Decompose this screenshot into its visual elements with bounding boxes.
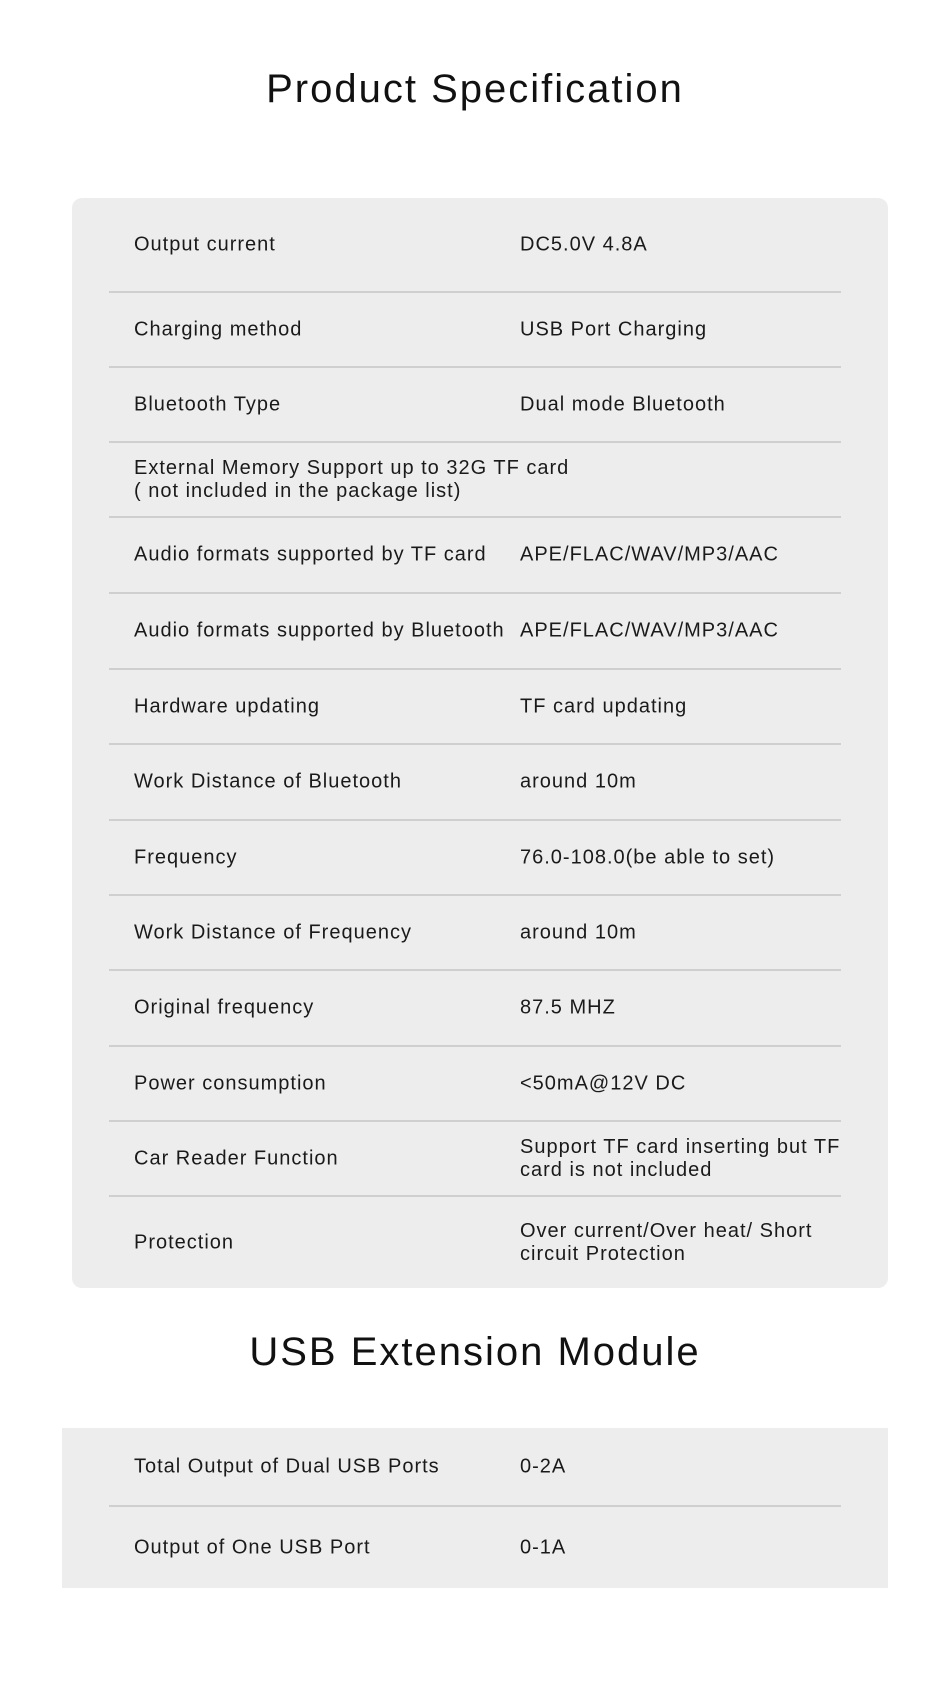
spec-value: APE/FLAC/WAV/MP3/AAC — [520, 543, 779, 566]
spec-row-audio-tf — [109, 518, 841, 594]
spec-row-power-consumption — [109, 1047, 841, 1122]
spec-row-protection — [109, 1197, 841, 1288]
spec-value: DC5.0V 4.8A — [520, 233, 648, 255]
spec-label: External Memory Support up to 32G TF card ( not included in the package list) — [134, 456, 570, 502]
usb-value: 0-1A — [520, 1536, 567, 1558]
usb-row-single-output — [109, 1507, 841, 1588]
spec-row-charging-method — [109, 293, 841, 368]
usb-row-total-output — [109, 1428, 841, 1507]
spec-value: <50mA@12V DC — [520, 1072, 687, 1094]
spec-value: TF card updating — [520, 695, 688, 717]
spec-value: 76.0-108.0(be able to set) — [520, 846, 776, 868]
spec-row-bluetooth-type — [109, 368, 841, 443]
spec-value: Over current/Over heat/ Short circuit Protection — [520, 1219, 813, 1265]
spec-value: Support TF card inserting but TF card is not included — [520, 1135, 841, 1181]
spec-label: Car Reader Function — [134, 1147, 339, 1169]
spec-value: around 10m — [520, 921, 637, 943]
spec-label: Output current — [134, 233, 276, 255]
spec-label: Bluetooth Type — [134, 393, 282, 415]
spec-row-external-memory — [109, 443, 841, 518]
spec-row-hardware-updating — [109, 670, 841, 745]
usb-value: 0-2A — [520, 1455, 567, 1477]
spec-row-output-current — [109, 198, 841, 293]
spec-label: Protection — [134, 1231, 235, 1253]
spec-value: 87.5 MHZ — [520, 996, 616, 1019]
spec-label: Charging method — [134, 318, 303, 340]
usb-label: Output of One USB Port — [134, 1536, 371, 1558]
spec-label: Hardware updating — [134, 695, 320, 717]
spec-value: around 10m — [520, 770, 637, 793]
spec-table — [72, 198, 888, 1288]
spec-row-audio-bluetooth — [109, 594, 841, 670]
spec-label: Power consumption — [134, 1072, 327, 1094]
spec-label: Frequency — [134, 846, 238, 868]
spec-row-original-frequency — [109, 971, 841, 1047]
spec-row-frequency — [109, 821, 841, 896]
spec-section-title: Product Specification — [266, 67, 684, 111]
usb-section-title: USB Extension Module — [249, 1330, 701, 1374]
spec-label: Audio formats supported by TF card — [134, 543, 487, 566]
spec-row-car-reader — [109, 1122, 841, 1197]
spec-label: Original frequency — [134, 996, 315, 1019]
spec-value: APE/FLAC/WAV/MP3/AAC — [520, 619, 779, 642]
spec-row-work-distance-frequency — [109, 896, 841, 971]
usb-table — [62, 1428, 888, 1588]
usb-label: Total Output of Dual USB Ports — [134, 1455, 440, 1477]
spec-row-work-distance-bluetooth — [109, 745, 841, 821]
spec-value: Dual mode Bluetooth — [520, 393, 726, 415]
spec-label: Work Distance of Bluetooth — [134, 770, 402, 793]
spec-label: Audio formats supported by Bluetooth — [134, 619, 505, 642]
spec-label: Work Distance of Frequency — [134, 921, 412, 943]
spec-value: USB Port Charging — [520, 318, 708, 340]
